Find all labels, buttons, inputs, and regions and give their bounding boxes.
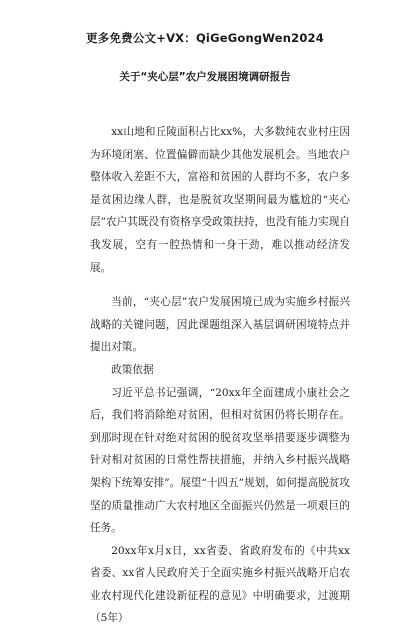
document-header: 更多免费公文+VX：QiGeGongWen2024	[86, 31, 324, 45]
paragraph-4: 20xx年x月x日，xx省委、省政府发布的《中共xx省委、xx省人民政府关于全面实施乡村振兴战略开启农业农村现代化建设新征程的意见》中明确要求，过渡期（5年）	[90, 544, 350, 625]
paragraph-3: 习近平总书记强调，“20xx年全面建成小康社会之后，我们将消除绝对贫困，但相对贫困仍将长期存在。到那时现在针对绝对贫困的脱贫攻坚举措要逐步调整为针对相对贫困的日常性帮扶措施，并纳入乡村振兴战略架构下统筹安排”。展望“十四五”规划，如何提高脱贫攻坚的质量推动广大农村地区全面振兴仍然是一项艰巨的任务。	[90, 386, 350, 535]
document-body	[90, 121, 350, 630]
paragraph-1: xx山地和丘陵面积占比xx%，大多数纯农业村庄因为环境闭塞、位置偏僻而缺少其他发展机会。当地农户整体收入差距不大，富裕和贫困的人群均不多，农户多是贫困边缘人群，也是脱贫攻坚期间最为尴尬的“夹心层”农户其既没有资格享受政策扶持，也没有能力实现自我发展，空有一腔热情和一身干劲，难以推动经济发展。	[90, 126, 350, 274]
paragraph-2: 当前，“夹心层”农户发展困境已成为实施乡村振兴战略的关键问题，因此课题组深入基层调研困境特点并提出对策。	[90, 296, 350, 354]
document-title: 关于“夹心层”农户发展困境调研报告	[119, 71, 291, 83]
section-heading: 政策依据	[111, 363, 154, 376]
